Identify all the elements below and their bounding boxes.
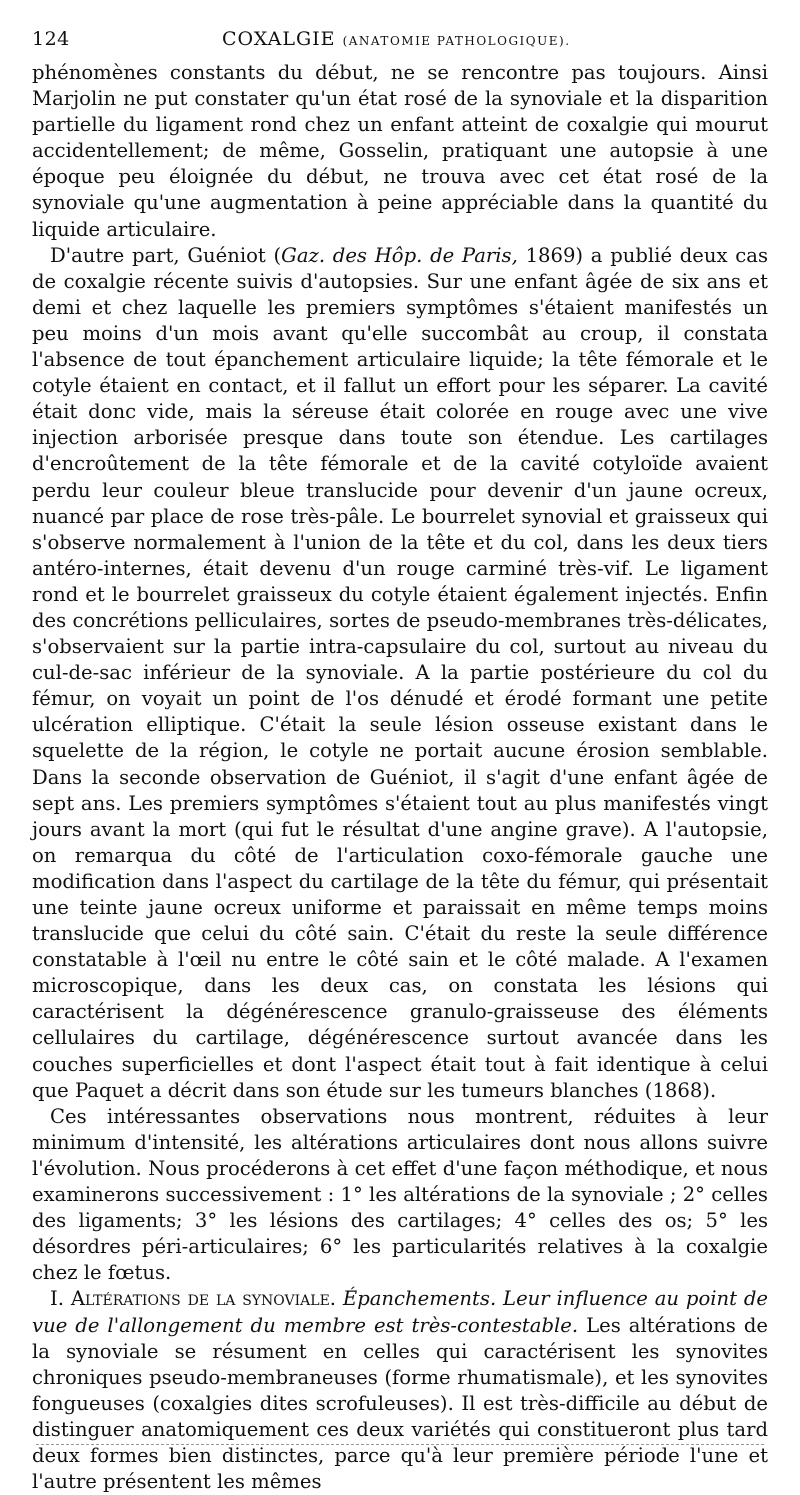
running-head-title: COXALGIE — [222, 28, 336, 50]
section-heading: I. Altérations de la synoviale. — [50, 1287, 337, 1311]
running-head-subtitle: (ANATOMIE PATHOLOGIQUE). — [342, 34, 571, 48]
book-page — [32, 28, 768, 1495]
paragraph-gueniot-cases — [32, 243, 768, 1104]
paragraph-text: D'autre part, Guéniot ( — [50, 243, 282, 267]
paragraph-text: Les altérations de la synoviale se résument en celles qui caractérisent les synovites chroniques pseudo-membraneuses (forme rhumatismale), et les synovites fongueuses (coxalgies dites scrofuleuses). Il est très-difficile au début de distinguer anatomiquement ces deux variétés qui constitueront plus tard deux formes bien distinctes, parce qu'à leur première période l'une et l'autre présentent les mêmes — [32, 1313, 768, 1494]
paragraph-continuation: phénomènes constants du début, ne se rencontre pas toujours. Ainsi Marjolin ne put constater qu'un état rosé de la synoviale et la disparition partielle du ligament rond chez un enfant atteint de coxalgie qui mourut accidentellement; de même, Gosselin, pratiquant une autopsie à une époque peu éloignée du début, ne trouva avec cet état rosé de la synoviale qu'une augmentation à peine appréciable dans la quantité du liquide articulaire. — [32, 61, 768, 241]
bottom-dashed-rule — [36, 1444, 764, 1445]
paragraph-method: Ces intéressantes observations nous montrent, réduites à leur minimum d'intensité, les altérations articulaires dont nous allons suivre l'évolution. Nous procéderons à cet effet d'une façon méthodique, et nous examinerons successivement : 1° les altérations de la synoviale ; 2° celles des ligaments; 3° les lésions des cartilages; 4° celles des os; 5° les désordres péri-articulaires; 6° les particularités relatives à la coxalgie chez le fœtus. — [32, 1104, 768, 1285]
paragraph-section-synoviale — [32, 1286, 768, 1495]
running-head — [222, 28, 571, 50]
citation-reference: Gaz. des Hôp. de Paris, — [281, 243, 518, 267]
page-number: 124 — [32, 28, 70, 50]
paragraph-text: 1869) a publié deux cas de coxalgie récente suivis d'autopsies. Sur une enfant âgée de six ans et demi et chez laquelle les premiers symptômes s'étaient manifestés un peu moins d'un mois avant qu'elle succombât au croup, il constata l'absence de tout épanchement articulaire liquide; la tête fémorale et le cotyle étaient en contact, et il fallut un effort pour les séparer. La cavité était donc vide, mais la séreuse était colorée en rouge avec une vive injection arborisée presque dans toute son étendue. Les cartilages d'encroûtement de la tête fémorale et de la cavité cotyloïde avaient perdu leur couleur bleue translucide pour devenir d'un jaune ocreux, nuancé par place de rose très-pâle. Le bourrelet synovial et graisseux qui s'observe normalement à l'union de la tête et du col, dans les deux tiers antéro-internes, était devenu d'un rouge carminé très-vif. Le ligament rond et le bourrelet graisseux du cotyle étaient également injectés. Enfin des concrétions pelliculaires, sortes de pseudo-membranes très-délicates, s'observaient sur la partie intra-capsulaire du col, surtout au niveau du cul-de-sac inférieur de la synoviale. A la partie postérieure du col du fémur, on voyait un point de l'os dénudé et érodé formant une petite ulcération elliptique. C'était la seule lésion osseuse existant dans le squelette de la région, le cotyle ne portait aucune érosion semblable. Dans la seconde observation de Guéniot, il s'agit d'une enfant âgée de sept ans. Les premiers symptômes s'étaient tout au plus manifestés vingt jours avant la mort (qui fut le résultat d'une angine grave). A l'autopsie, on remarqua du côté de l'articulation coxo-fémorale gauche une modification dans l'aspect du cartilage de la tête du fémur, qui présentait une teinte jaune ocreux uniforme et paraissait en même temps moins translucide que celui du côté sain. C'était du reste la seule différence constatable à l'œil nu entre le côté sain et le côté malade. A l'examen microscopique, dans les deux cas, on constata les lésions qui caractérisent la dégénérescence granulo-graisseuse des éléments cellulaires du cartilage, dégénérescence surtout avancée dans les couches superficielles et dont l'aspect était tout à fait identique à celui que Paquet a décrit dans son étude sur les tumeurs blanches (1868). — [32, 243, 769, 1102]
page-header — [32, 28, 768, 54]
section-italic-subtitle: Épanchements. Leur influence au point de vue de l'allongement du membre est très-contestable. — [32, 1287, 769, 1337]
